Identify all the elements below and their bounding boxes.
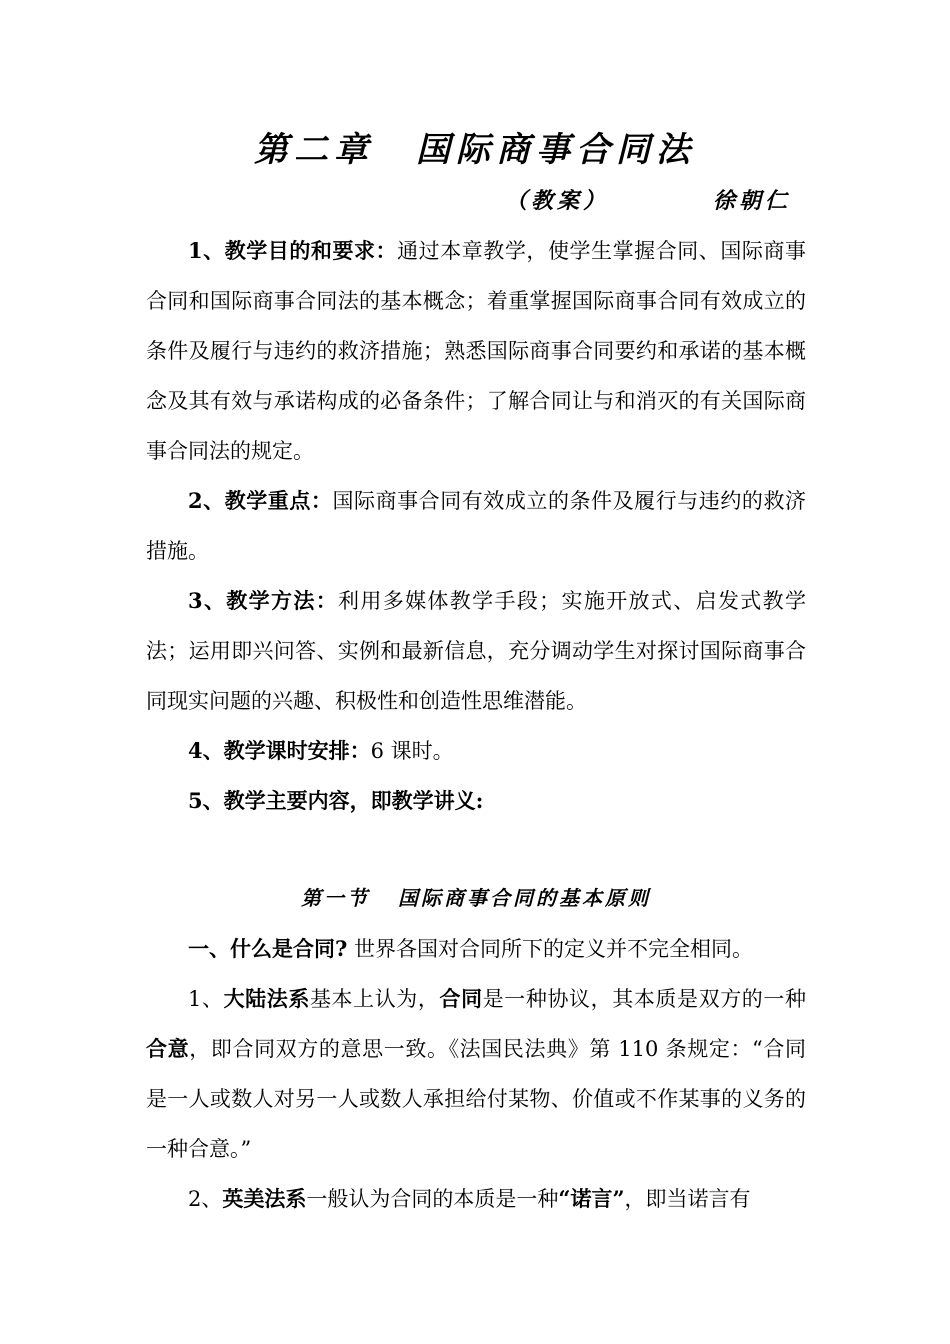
term-consensus: 合意 [146, 1036, 190, 1061]
document-body [146, 226, 806, 1224]
chapter-title [0, 128, 950, 172]
question-text: 世界各国对合同所下的定义并不完全相同。 [347, 937, 753, 961]
author-name: 徐朝仁 [713, 188, 792, 214]
paragraph-main-content [146, 776, 806, 826]
text-run: ，即合同双方的意思一致。《法国民法典》第 110 条规定：“合同是一人或数人对另一人或数人承担给付某物、价值或不作某事的义务的一种合意。” [146, 1037, 807, 1161]
paragraph-key-points [146, 476, 806, 576]
item-label: 4、教学课时安排： [188, 738, 371, 763]
item-label: 3、教学方法： [188, 588, 339, 613]
section-name: 国际商事合同的基本原则 [398, 886, 651, 910]
chapter-name: 国际商事合同法 [416, 130, 696, 170]
paragraph-schedule [146, 726, 806, 776]
list-number: 1、 [188, 987, 224, 1011]
text-run: 基本上认为， [309, 987, 440, 1011]
term-civil-law: 大陆法系 [223, 986, 310, 1011]
item-label: 1、教学目的和要求： [188, 238, 398, 263]
chapter-number: 第二章 [254, 130, 374, 170]
term-promise: “诺言” [558, 1186, 625, 1211]
term-contract: 合同 [439, 986, 483, 1011]
paragraph-civil-law [146, 974, 806, 1174]
section-title [146, 826, 806, 924]
paragraph-methods [146, 576, 806, 726]
paragraph-what-is-contract [146, 924, 806, 974]
doc-type-label: （教案） [505, 188, 610, 214]
text-run: 一般认为合同的本质是一种 [306, 1187, 559, 1211]
text-run: 是一种协议，其本质是双方的一种 [482, 987, 806, 1011]
question-label: 一、什么是合同? [188, 936, 348, 961]
section-number: 第一节 [301, 886, 370, 910]
list-number: 2、 [188, 1187, 223, 1211]
item-label: 5、教学主要内容，即教学讲义: [188, 788, 484, 813]
paragraph-common-law [146, 1174, 806, 1224]
subtitle-row [0, 180, 950, 216]
item-text: 国际商事合同有效成立的条件及履行与违约的救济措施。 [146, 489, 806, 563]
item-label: 2、教学重点： [188, 488, 333, 513]
item-text: 利用多媒体教学手段；实施开放式、启发式教学法；运用即兴问答、实例和最新信息，充分调动学生对探讨国际商事合同现实问题的兴趣、积极性和创造性思维潜能。 [146, 589, 806, 713]
paragraph-objectives [146, 226, 806, 476]
item-text: 6 课时。 [370, 739, 454, 763]
text-run: ，即当诺言有 [624, 1187, 751, 1211]
term-common-law: 英美法系 [222, 1186, 307, 1211]
item-text: 通过本章教学，使学生掌握合同、国际商事合同和国际商事合同法的基本概念；着重掌握国际商事合同有效成立的条件及履行与违约的救济措施；熟悉国际商事合同要约和承诺的基本概念及其有效与承诺构成的必备条件；了解合同让与和消灭的有关国际商事合同法的规定。 [146, 239, 806, 463]
